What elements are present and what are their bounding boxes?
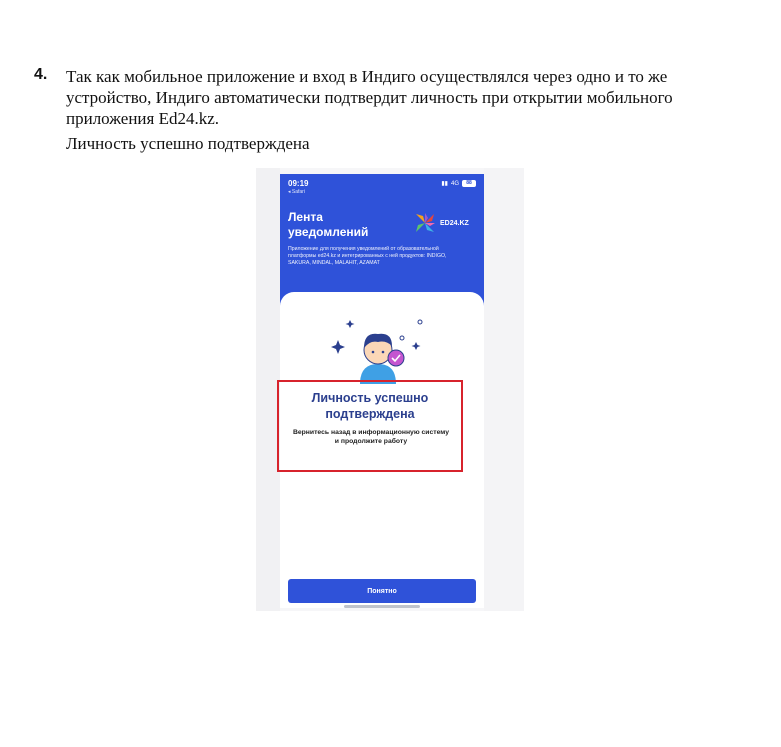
- status-time: 09:19: [288, 179, 309, 188]
- step-result-caption: Личность успешно подтверждена: [66, 134, 310, 153]
- step-number: 4.: [34, 66, 48, 83]
- network-label: 4G: [450, 180, 459, 187]
- app-header: [280, 174, 484, 308]
- confirmation-title: Личность успешно подтверждена: [311, 391, 429, 421]
- battery-icon: 88: [462, 180, 476, 187]
- signal-icon: ▮▮: [441, 181, 448, 187]
- confirmed-user-illustration: [330, 312, 430, 384]
- app-description: Приложение для получения уведомлений от образовательной платформы ed24.kz и интегрированных с ней продуктов: INDIGO, SAKURA, MINDAL, MALAHIT, AZAMAT: [288, 246, 447, 266]
- app-title: Лента уведомлений: [288, 210, 369, 239]
- confirmation-description: Вернитесь назад в информационную систему и продолжите работу: [292, 429, 450, 445]
- step-text: Так как мобильное приложение и вход в Индиго осуществлялся через одно и то же устройство, Индиго автоматически подтвердит личность при открытии мобильного приложения Ed24.kz.: [66, 67, 673, 128]
- home-indicator: [344, 605, 420, 608]
- ed24-logo-icon: [414, 212, 436, 234]
- background-blur-right: [484, 168, 524, 611]
- phone-screenshot: [256, 168, 524, 611]
- logo-text: ED24.KZ: [440, 220, 469, 227]
- ok-button[interactable]: Понятно: [288, 579, 476, 603]
- back-to-safari-link[interactable]: ◂ Safari: [288, 189, 305, 195]
- status-icons: [441, 180, 476, 187]
